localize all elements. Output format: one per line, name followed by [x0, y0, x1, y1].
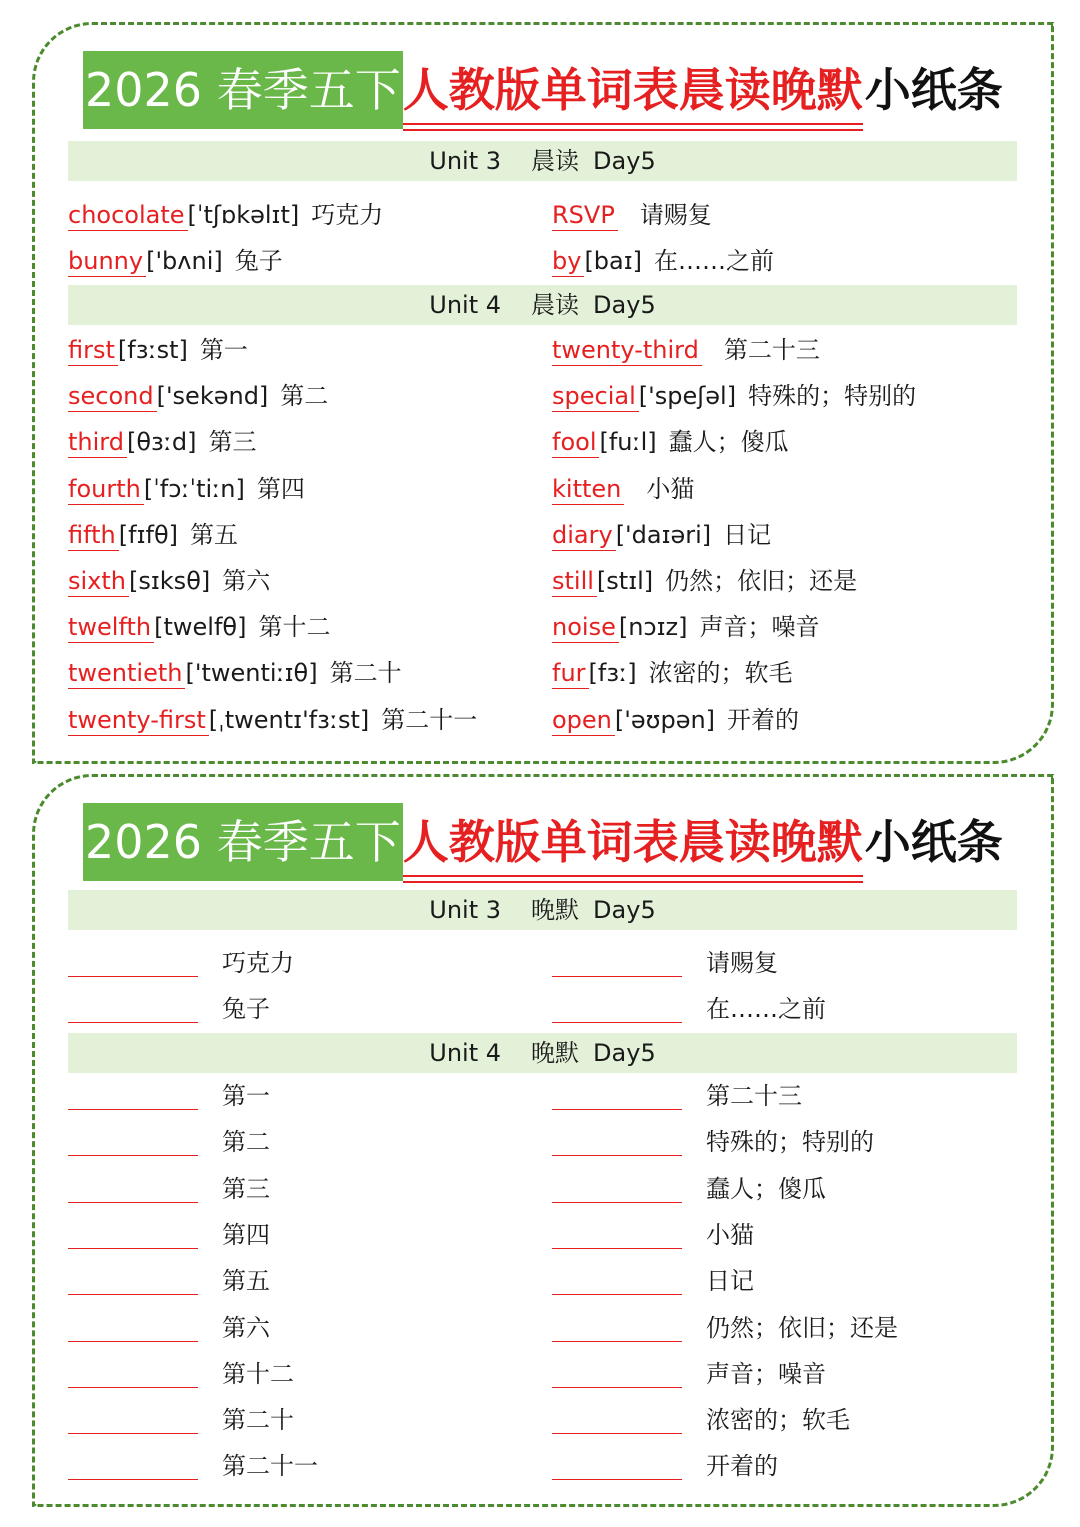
- vocab-phonetic: [twelfθ]: [154, 613, 247, 642]
- vocab-word: by: [552, 246, 584, 277]
- vocab-row: [552, 656, 793, 690]
- dictation-meaning: 日记: [706, 1267, 754, 1296]
- day-label: Day5: [593, 1039, 656, 1067]
- vocab-phonetic: [stɪl]: [596, 567, 654, 595]
- dictation-meaning: 浓密的；软毛: [706, 1406, 850, 1435]
- answer-blank[interactable]: [68, 1341, 198, 1342]
- vocab-phonetic: [ˈfɔːˈtiːn]: [143, 474, 245, 503]
- vocab-row: [552, 198, 712, 232]
- vocab-phonetic: [sɪksθ]: [129, 567, 211, 595]
- vocab-phonetic: ['twentiːɪθ]: [185, 659, 318, 688]
- vocab-phonetic: ['bʌni]: [146, 247, 223, 275]
- vocab-meaning: 第一: [199, 336, 248, 364]
- day-label: Day5: [593, 291, 656, 319]
- unit4-header: [68, 285, 1017, 325]
- vocab-phonetic: [fɜːst]: [117, 336, 188, 364]
- vocab-meaning: 开着的: [727, 705, 800, 734]
- dictation-meaning: 第二十一: [222, 1452, 318, 1481]
- unit3-header: [68, 890, 1017, 930]
- answer-blank[interactable]: [68, 1155, 198, 1156]
- dictation-meaning: 第四: [222, 1220, 270, 1249]
- vocab-word: RSVP: [552, 200, 618, 231]
- mode-label: 晨读: [531, 147, 580, 175]
- vocab-meaning: 第二十三: [723, 336, 820, 364]
- dictation-meaning: 小猫: [706, 1220, 754, 1249]
- vocab-word: sixth: [68, 566, 129, 597]
- unit-label: Unit 3: [429, 147, 502, 175]
- dictation-meaning: 第二十: [222, 1406, 294, 1435]
- vocab-meaning: 特殊的；特别的: [748, 382, 917, 411]
- vocab-meaning: 第五: [190, 520, 238, 549]
- title-main: 人教版单词表晨读晚默: [403, 51, 863, 125]
- vocab-word: open: [552, 705, 615, 736]
- vocab-word: fool: [552, 427, 599, 458]
- vocab-meaning: 仍然；依旧；还是: [665, 567, 858, 595]
- mode-label: 晚默: [531, 1039, 580, 1067]
- answer-blank[interactable]: [68, 1387, 198, 1388]
- unit-label: Unit 4: [429, 291, 502, 319]
- dictation-meaning: 巧克力: [222, 949, 294, 977]
- vocab-word: twentieth: [68, 658, 185, 689]
- vocab-meaning: 蠢人；傻瓜: [668, 428, 789, 457]
- vocab-meaning: 巧克力: [311, 201, 384, 229]
- vocab-meaning: 第二十: [329, 659, 402, 688]
- dictation-meaning: 请赐复: [706, 949, 778, 977]
- vocab-word: first: [68, 335, 118, 366]
- vocab-word: fur: [552, 658, 589, 689]
- vocab-meaning: 日记: [723, 520, 772, 549]
- vocab-row: [552, 703, 799, 737]
- title-year-term: 2026 春季五下: [83, 51, 403, 129]
- answer-blank[interactable]: [68, 1294, 198, 1295]
- answer-blank[interactable]: [552, 1479, 682, 1480]
- vocab-word: diary: [552, 520, 616, 551]
- answer-blank[interactable]: [552, 1433, 682, 1434]
- answer-blank[interactable]: [552, 1341, 682, 1342]
- vocab-row: [68, 198, 383, 232]
- dictation-meaning: 第二: [222, 1128, 270, 1157]
- unit3-header: [68, 141, 1017, 181]
- vocab-word: fifth: [68, 520, 119, 551]
- vocab-phonetic: [fɜː]: [588, 659, 637, 688]
- vocab-meaning: 第三: [208, 428, 257, 457]
- vocab-row: [68, 564, 270, 598]
- title-year-term: 2026 春季五下: [83, 803, 403, 881]
- vocab-phonetic: [nɔɪz]: [618, 613, 688, 642]
- vocab-meaning: 第六: [222, 567, 271, 595]
- vocab-phonetic: [fuːl]: [599, 428, 657, 457]
- answer-blank[interactable]: [552, 976, 682, 977]
- vocab-phonetic: [baɪ]: [584, 247, 643, 275]
- vocab-row: [68, 610, 330, 644]
- vocab-row: [552, 333, 820, 367]
- answer-blank[interactable]: [68, 1022, 198, 1023]
- dictation-meaning: 第一: [222, 1082, 270, 1110]
- vocab-phonetic: ['əʊpən]: [614, 705, 716, 734]
- vocab-phonetic: [fɪfθ]: [118, 520, 178, 549]
- dictation-meaning: 在……之前: [706, 995, 826, 1023]
- vocab-word: bunny: [68, 246, 146, 277]
- answer-blank[interactable]: [552, 1109, 682, 1110]
- vocab-meaning: 浓密的；软毛: [648, 659, 793, 688]
- answer-blank[interactable]: [68, 1109, 198, 1110]
- vocab-row: [68, 518, 238, 552]
- answer-blank[interactable]: [68, 1248, 198, 1249]
- vocab-row: [68, 425, 256, 459]
- day-label: Day5: [593, 896, 656, 924]
- vocab-word: fourth: [68, 474, 144, 505]
- dictation-meaning: 兔子: [222, 995, 270, 1023]
- vocab-row: [552, 518, 771, 552]
- answer-blank[interactable]: [552, 1202, 682, 1203]
- answer-blank[interactable]: [68, 976, 198, 977]
- vocab-row: [68, 333, 248, 367]
- vocab-row: [552, 472, 694, 506]
- vocab-meaning: 声音；噪音: [699, 613, 820, 642]
- vocab-word: noise: [552, 612, 619, 643]
- vocab-row: [552, 564, 857, 598]
- vocab-meaning: 请赐复: [639, 201, 712, 229]
- day-label: Day5: [593, 147, 656, 175]
- vocab-word: third: [68, 427, 127, 458]
- dictation-meaning: 第五: [222, 1267, 270, 1296]
- dictation-meaning: 第六: [222, 1313, 270, 1342]
- vocab-meaning: 在……之前: [654, 247, 775, 275]
- vocab-meaning: 第十二: [258, 613, 331, 642]
- title-suffix: 小纸条: [864, 63, 1003, 117]
- vocab-word: kitten: [552, 474, 624, 505]
- dictation-meaning: 蠢人；傻瓜: [706, 1174, 826, 1203]
- dictation-meaning: 开着的: [706, 1452, 778, 1481]
- vocab-meaning: 第二十一: [381, 705, 478, 734]
- vocab-row: [552, 425, 789, 459]
- vocab-phonetic: [ˈtʃɒkəlɪt]: [187, 201, 300, 229]
- vocab-word: second: [68, 381, 157, 412]
- mode-label: 晨读: [531, 291, 580, 319]
- answer-blank[interactable]: [552, 1155, 682, 1156]
- morning-reading-card: [32, 22, 1054, 764]
- vocab-row: [552, 244, 774, 278]
- card-title: [83, 51, 1003, 129]
- dictation-meaning: 声音；噪音: [706, 1359, 826, 1388]
- vocab-row: [68, 472, 305, 506]
- vocab-word: special: [552, 381, 639, 412]
- dictation-meaning: 第三: [222, 1174, 270, 1203]
- vocab-word: twenty-first: [68, 705, 209, 736]
- vocab-row: [68, 379, 328, 413]
- unit-label: Unit 3: [429, 896, 502, 924]
- mode-label: 晚默: [531, 896, 580, 924]
- vocab-phonetic: ['sekənd]: [156, 382, 269, 411]
- vocab-row: [552, 379, 916, 413]
- vocab-meaning: 兔子: [234, 247, 283, 275]
- dictation-meaning: 仍然；依旧；还是: [706, 1313, 898, 1342]
- answer-blank[interactable]: [68, 1479, 198, 1480]
- unit-label: Unit 4: [429, 1039, 502, 1067]
- answer-blank[interactable]: [552, 1294, 682, 1295]
- vocab-phonetic: ['speʃəl]: [638, 382, 737, 411]
- vocab-phonetic: [ˌtwentɪ'fɜːst]: [208, 705, 370, 734]
- vocab-word: twenty-third: [552, 335, 702, 366]
- answer-blank[interactable]: [68, 1433, 198, 1434]
- vocab-phonetic: ['daɪəri]: [615, 520, 712, 549]
- dictation-meaning: 第二十三: [706, 1082, 802, 1110]
- vocab-row: [68, 703, 477, 737]
- title-main: 人教版单词表晨读晚默: [403, 803, 863, 877]
- vocab-row: [68, 244, 283, 278]
- vocab-meaning: 第二: [280, 382, 329, 411]
- vocab-meaning: 小猫: [646, 474, 695, 503]
- vocab-word: chocolate: [68, 200, 188, 231]
- evening-dictation-card: [32, 774, 1054, 1507]
- vocab-word: still: [552, 566, 597, 597]
- vocab-meaning: 第四: [256, 474, 305, 503]
- vocab-row: [552, 610, 819, 644]
- unit4-header: [68, 1033, 1017, 1073]
- answer-blank[interactable]: [552, 1022, 682, 1023]
- dictation-meaning: 第十二: [222, 1359, 294, 1388]
- card-title: [83, 803, 1003, 881]
- title-suffix: 小纸条: [864, 815, 1003, 869]
- answer-blank[interactable]: [68, 1202, 198, 1203]
- vocab-phonetic: [θɜːd]: [126, 428, 197, 457]
- answer-blank[interactable]: [552, 1387, 682, 1388]
- vocab-word: twelfth: [68, 612, 154, 643]
- dictation-meaning: 特殊的；特别的: [706, 1128, 874, 1157]
- answer-blank[interactable]: [552, 1248, 682, 1249]
- vocab-row: [68, 656, 402, 690]
